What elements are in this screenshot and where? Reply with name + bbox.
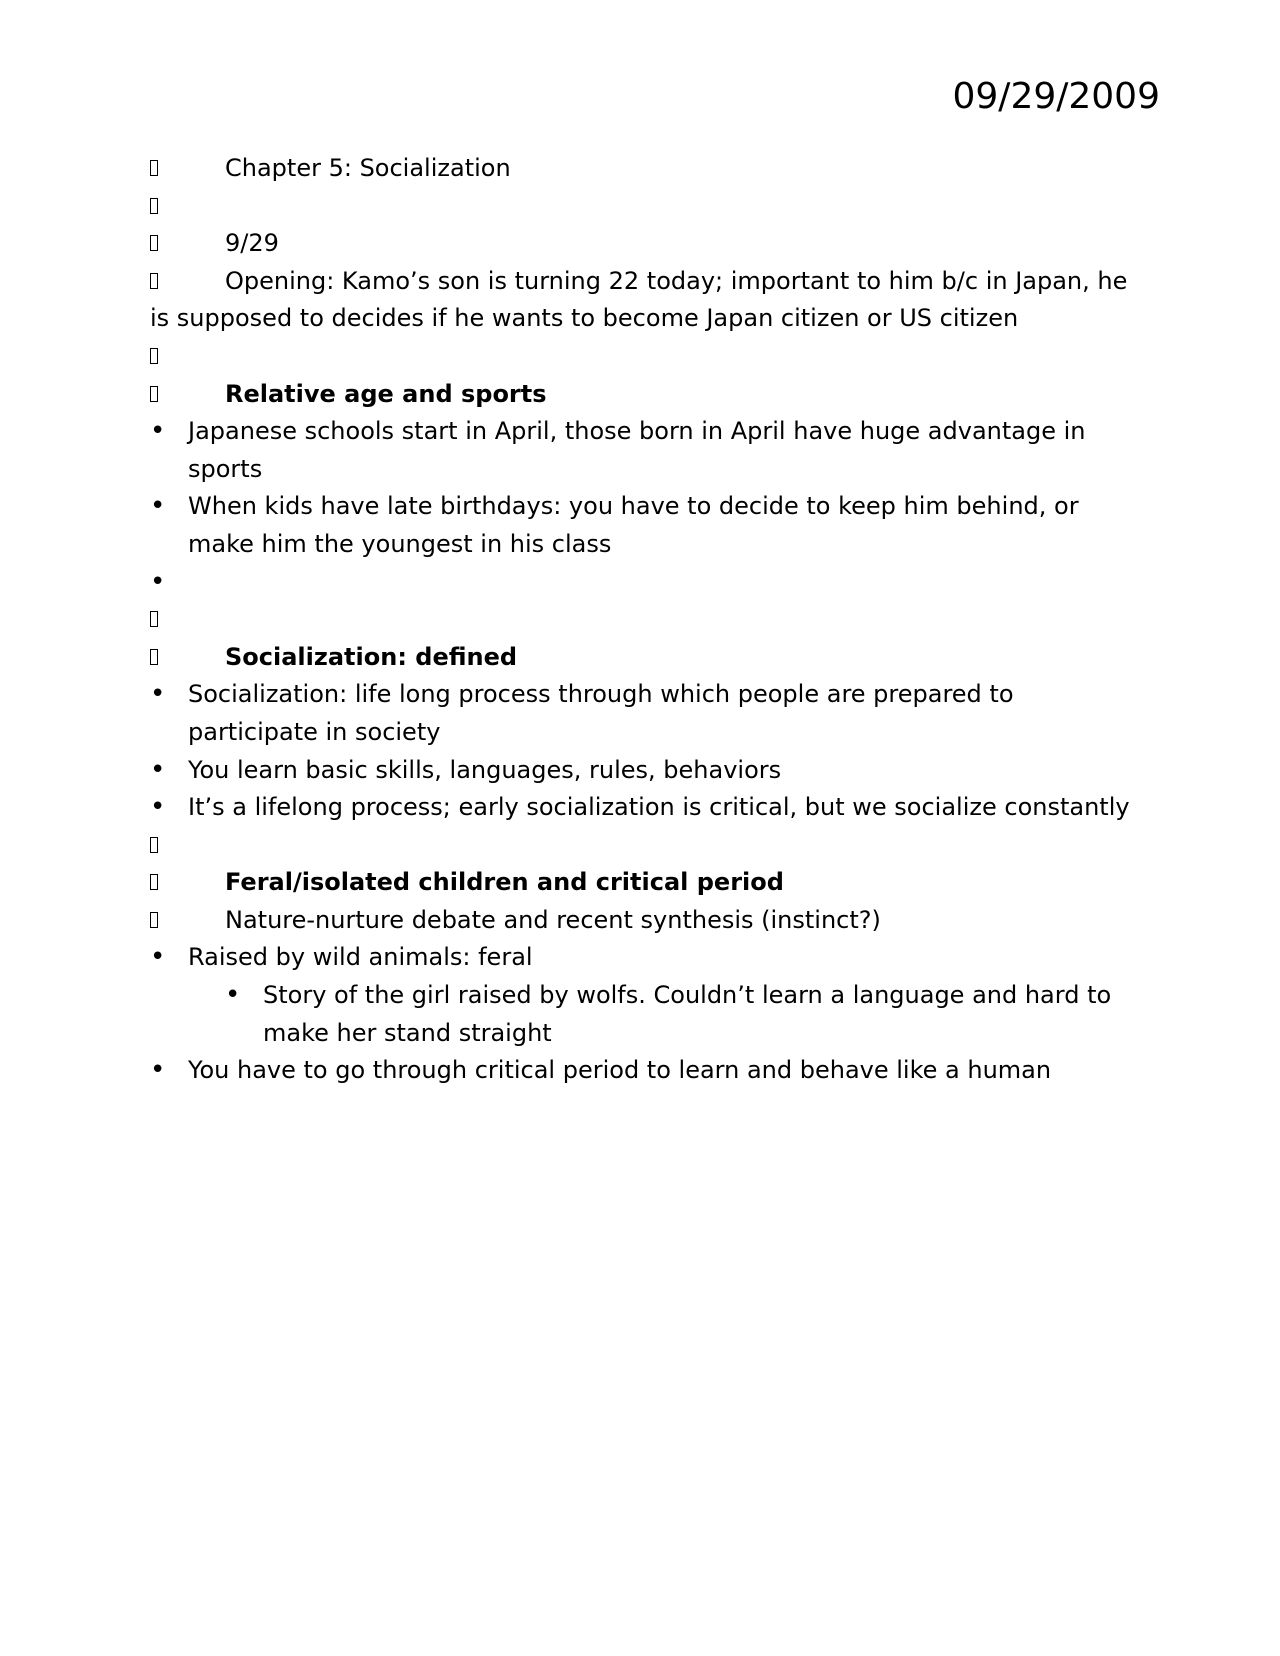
missing-glyph-box-icon — [150, 649, 158, 665]
empty-line — [150, 188, 1140, 226]
list-item-text: Japanese schools start in April, those born in April have huge advantage in sports — [188, 417, 1086, 483]
missing-glyph-box-icon — [150, 235, 158, 251]
nature-nurture-text: Nature-nurture debate and recent synthesis (instinct?) — [225, 905, 881, 934]
document-body — [150, 150, 1140, 1090]
missing-glyph-box-icon — [150, 386, 158, 402]
bullet-icon: • — [150, 942, 166, 973]
date-short-line — [150, 225, 1140, 263]
list-item — [150, 789, 1140, 827]
missing-glyph-box-icon — [150, 160, 158, 176]
section-heading: Relative age and sports — [225, 379, 547, 408]
list-item-text: Raised by wild animals: feral — [188, 943, 533, 972]
section-heading-feral — [150, 864, 1140, 902]
bullet-icon: • — [225, 980, 241, 1011]
list-item — [150, 676, 1140, 751]
chapter-title-line — [150, 150, 1140, 188]
section-heading: Feral/isolated children and critical period — [225, 868, 784, 897]
nature-nurture-line — [150, 902, 1140, 940]
list-item — [150, 488, 1140, 563]
opening-line — [150, 263, 1140, 338]
list-item-text: It’s a lifelong process; early socialization is critical, but we socialize constantly — [188, 793, 1130, 822]
section-heading: Socialization: defined — [225, 642, 518, 671]
bullet-icon: • — [150, 792, 166, 823]
empty-line — [150, 601, 1140, 639]
chapter-title: Chapter 5: Socialization — [225, 154, 511, 182]
bullet-icon: • — [150, 679, 166, 710]
missing-glyph-box-icon — [150, 348, 158, 364]
bullet-icon: • — [150, 754, 166, 785]
list-item — [150, 939, 1140, 977]
list-item-text: Story of the girl raised by wolfs. Couldn’t learn a language and hard to make her stand straight — [263, 981, 1112, 1047]
list-item-text: You have to go through critical period to learn and behave like a human — [188, 1056, 1052, 1085]
list-item — [150, 1052, 1140, 1090]
bullet-icon: • — [150, 1055, 166, 1086]
section-heading-socialization-defined — [150, 639, 1140, 677]
list-item — [150, 752, 1140, 790]
missing-glyph-box-icon — [150, 198, 158, 214]
list-item-text: When kids have late birthdays: you have to decide to keep him behind, or make him the youngest in his class — [188, 492, 1079, 558]
bullet-icon: • — [150, 416, 166, 447]
list-item — [150, 564, 1140, 602]
missing-glyph-box-icon — [150, 912, 158, 928]
list-item — [150, 413, 1140, 488]
missing-glyph-box-icon — [150, 874, 158, 890]
section-heading-relative-age — [150, 376, 1140, 414]
document-date: 09/29/2009 — [952, 76, 1160, 117]
list-item-text: Socialization: life long process through which people are prepared to participate in society — [188, 680, 1014, 746]
empty-line — [150, 827, 1140, 865]
bullet-icon: • — [150, 491, 166, 522]
date-short: 9/29 — [225, 229, 279, 258]
missing-glyph-box-icon — [150, 611, 158, 627]
list-item-text: You learn basic skills, languages, rules, behaviors — [188, 755, 782, 784]
opening-text: Opening: Kamo’s son is turning 22 today; important to him b/c in Japan, he is supposed to decides if he wants to become Japan citizen or US citizen — [150, 266, 1128, 333]
sub-list-item — [150, 977, 1140, 1052]
missing-glyph-box-icon — [150, 273, 158, 289]
missing-glyph-box-icon — [150, 837, 158, 853]
empty-line — [150, 338, 1140, 376]
bullet-icon: • — [150, 566, 166, 597]
